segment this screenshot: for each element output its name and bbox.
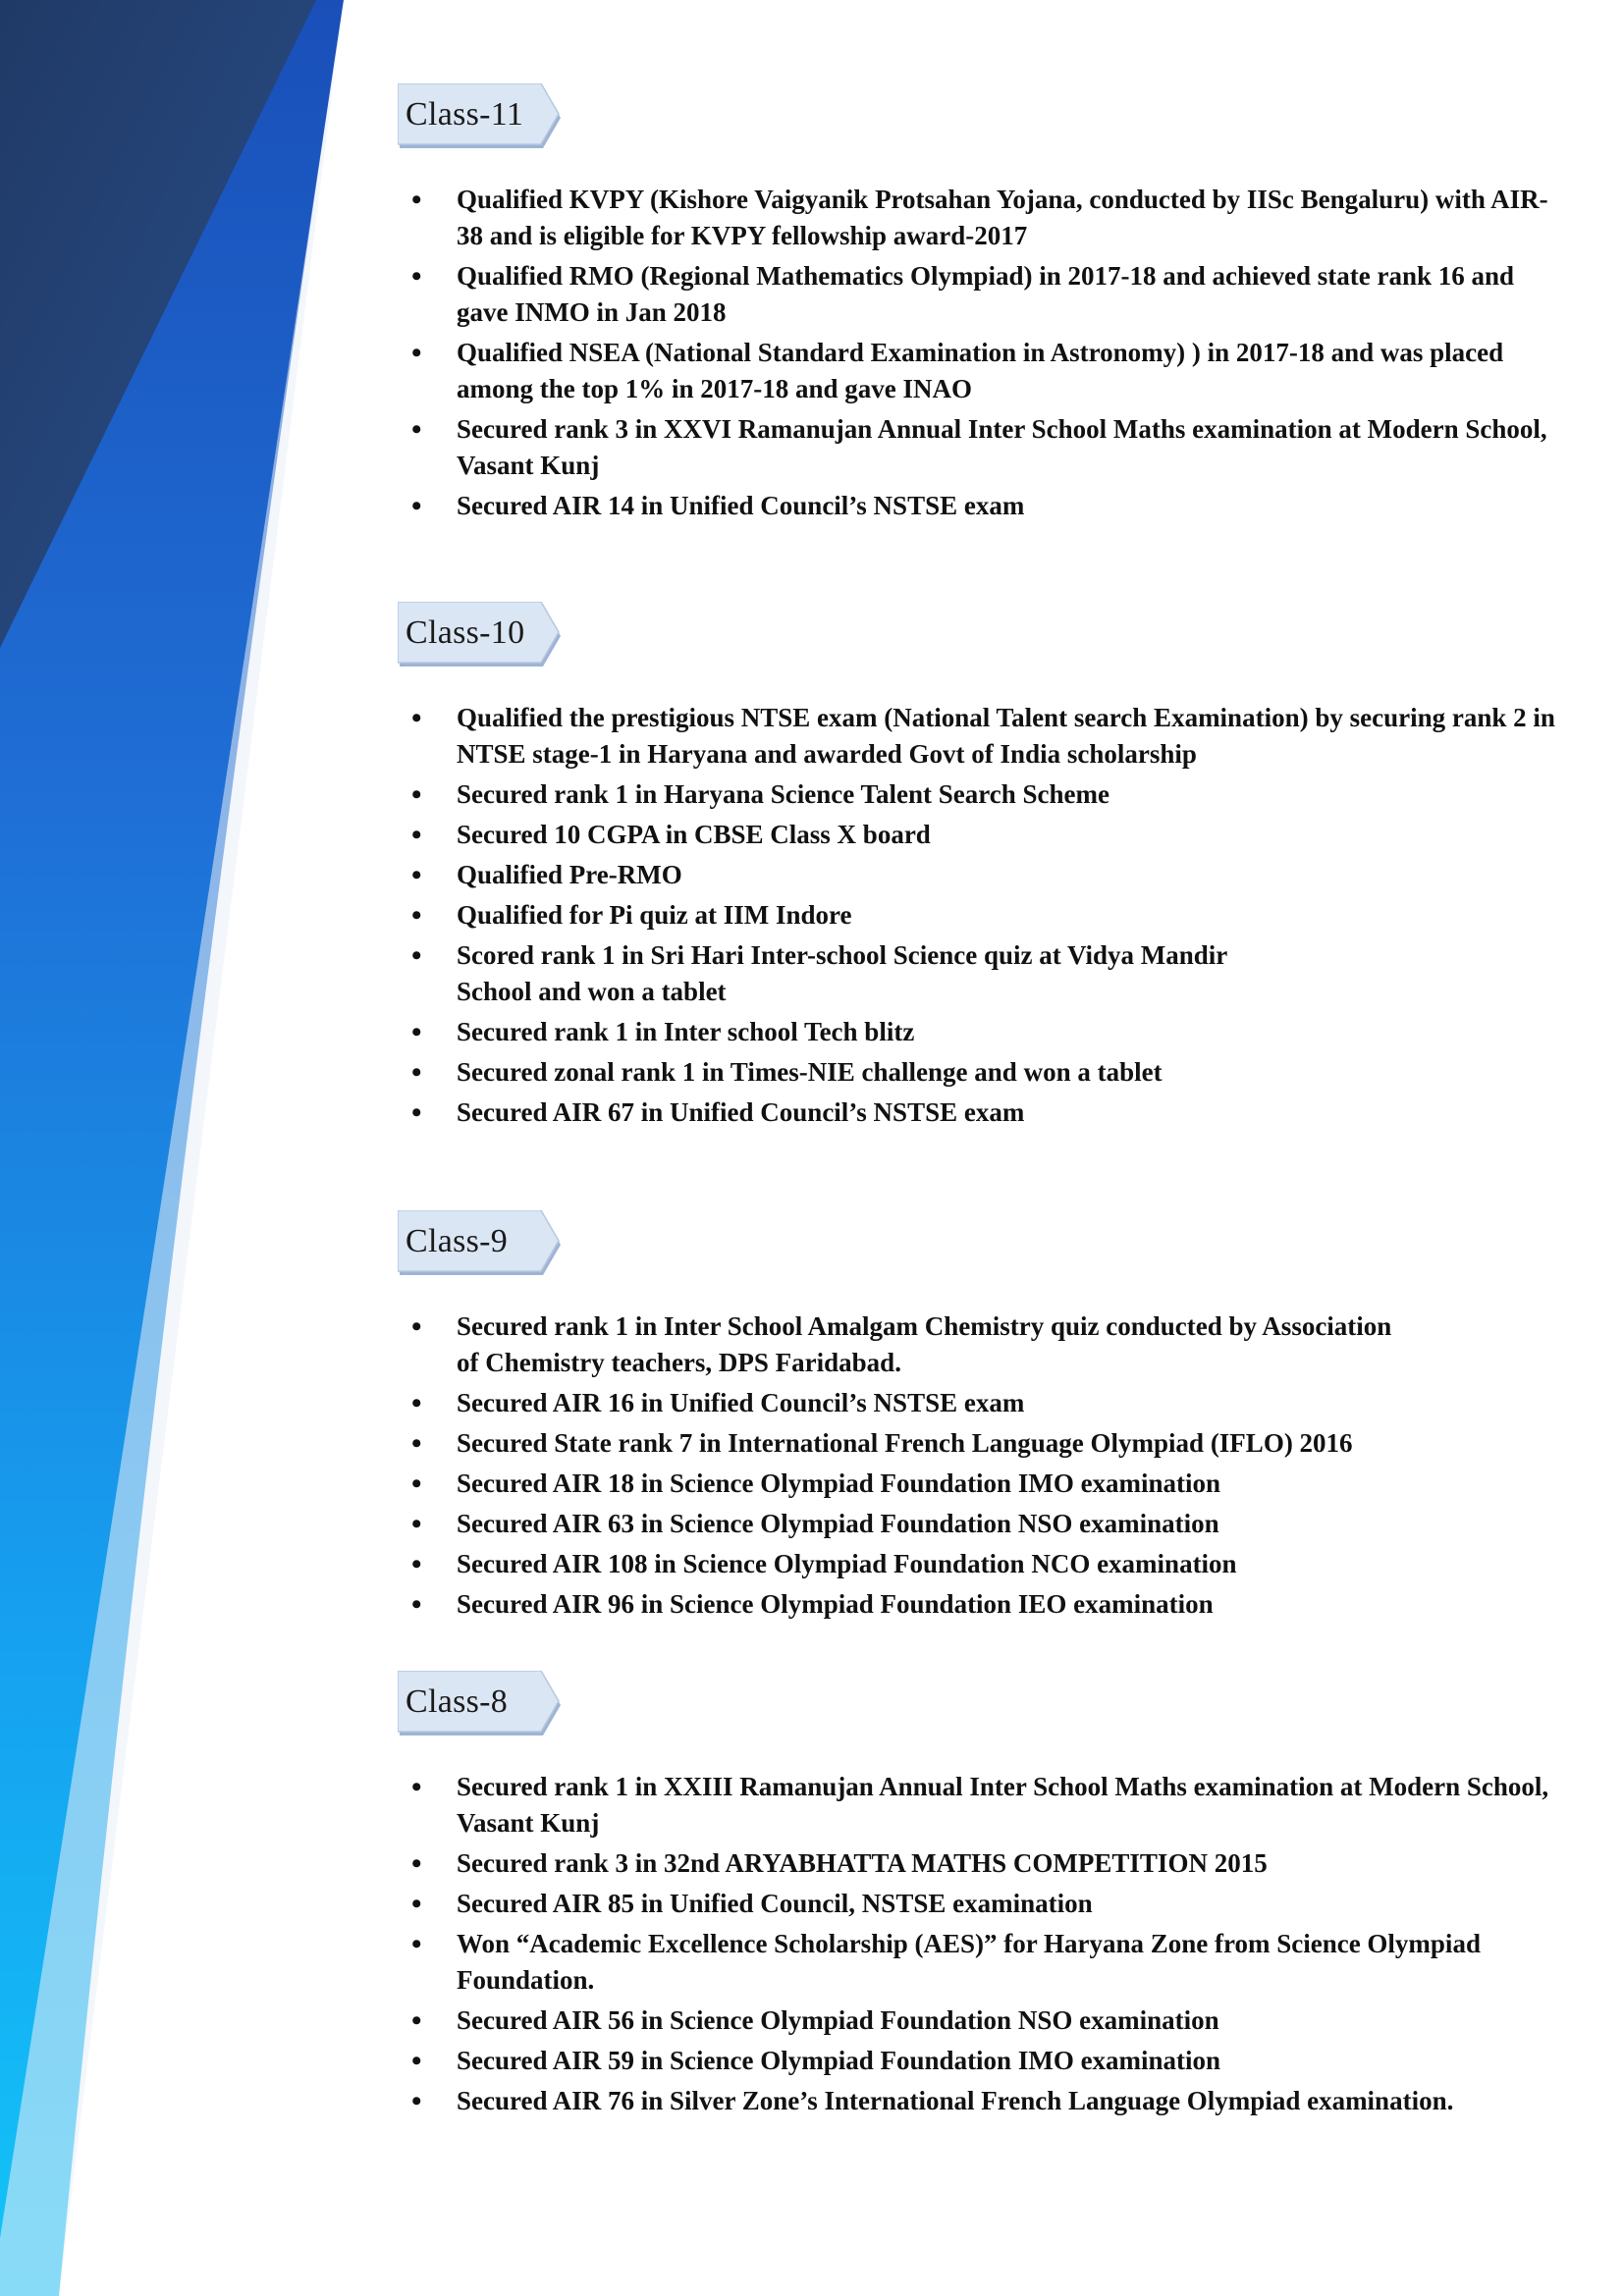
list-item: • Secured 10 CGPA in CBSE Class X board [398, 817, 1556, 853]
section-tag [398, 83, 563, 152]
achievement-list [398, 182, 1556, 524]
list-item: • Won “Academic Excellence Scholarship (AES)” for Haryana Zone from Science Olympiad Foundation. [398, 1926, 1556, 1999]
section-class-8 [398, 1671, 1556, 2123]
list-item: • Secured AIR 14 in Unified Council’s NSTSE exam [398, 488, 1556, 524]
list-item: • Secured AIR 85 in Unified Council, NSTSE examination [398, 1886, 1556, 1922]
list-item: • Secured AIR 108 in Science Olympiad Foundation NCO examination [398, 1546, 1556, 1582]
list-item: • Qualified NSEA (National Standard Examination in Astronomy) ) in 2017-18 and was placed among the top 1% in 2017-18 and gave INAO [398, 335, 1556, 407]
list-item: • Secured AIR 18 in Science Olympiad Foundation IMO examination [398, 1466, 1556, 1502]
list-item: • Qualified KVPY (Kishore Vaigyanik Protsahan Yojana, conducted by IISc Bengaluru) with AIR-38 and is eligible for KVPY fellowship award-2017 [398, 182, 1556, 254]
achievement-list [398, 700, 1556, 1131]
list-item: • Secured rank 3 in 32nd ARYABHATTA MATHS COMPETITION 2015 [398, 1845, 1556, 1882]
list-item: • Secured zonal rank 1 in Times-NIE challenge and won a tablet [398, 1054, 1556, 1091]
achievement-list [398, 1308, 1556, 1623]
section-class-11 [398, 83, 1556, 528]
list-item: • Secured rank 1 in XXIII Ramanujan Annual Inter School Maths examination at Modern School, Vasant Kunj [398, 1769, 1556, 1842]
list-item: • Secured AIR 63 in Science Olympiad Foundation NSO examination [398, 1506, 1556, 1542]
list-item: • Secured AIR 67 in Unified Council’s NSTSE exam [398, 1095, 1556, 1131]
section-tag [398, 602, 563, 670]
list-item: • Secured State rank 7 in International French Language Olympiad (IFLO) 2016 [398, 1425, 1556, 1462]
list-item: • Qualified the prestigious NTSE exam (National Talent search Examination) by securing rank 2 in NTSE stage-1 in Haryana and awarded Govt of India scholarship [398, 700, 1556, 773]
list-item: • Qualified for Pi quiz at IIM Indore [398, 897, 1556, 934]
section-title: Class-11 [406, 96, 524, 133]
list-item: • Secured AIR 59 in Science Olympiad Foundation IMO examination [398, 2043, 1556, 2079]
list-item: • Qualified RMO (Regional Mathematics Olympiad) in 2017-18 and achieved state rank 16 and gave INMO in Jan 2018 [398, 258, 1556, 331]
section-title: Class-8 [406, 1683, 509, 1720]
list-item: • Secured AIR 56 in Science Olympiad Foundation NSO examination [398, 2002, 1556, 2039]
section-tag [398, 1210, 563, 1279]
list-item: • Qualified Pre-RMO [398, 857, 1556, 893]
section-title: Class-10 [406, 614, 525, 651]
list-item: • Secured AIR 16 in Unified Council’s NSTSE exam [398, 1385, 1556, 1421]
section-class-9 [398, 1210, 1556, 1627]
list-item: • Secured AIR 96 in Science Olympiad Foundation IEO examination [398, 1586, 1556, 1623]
list-item: • Scored rank 1 in Sri Hari Inter-school Science quiz at Vidya Mandir School and won a tablet [398, 937, 1301, 1010]
list-item: • Secured rank 1 in Haryana Science Talent Search Scheme [398, 776, 1556, 813]
list-item: • Secured rank 1 in Inter school Tech blitz [398, 1014, 1556, 1050]
list-item: • Secured AIR 76 in Silver Zone’s International French Language Olympiad examination. [398, 2083, 1458, 2119]
section-class-10 [398, 602, 1556, 1135]
decorative-side-banner [0, 0, 344, 2296]
list-item: • Secured rank 1 in Inter School Amalgam Chemistry quiz conducted by Association of Chemistry teachers, DPS Faridabad. [398, 1308, 1409, 1381]
section-title: Class-9 [406, 1223, 509, 1259]
list-item: • Secured rank 3 in XXVI Ramanujan Annual Inter School Maths examination at Modern School, Vasant Kunj [398, 411, 1556, 484]
section-tag [398, 1671, 563, 1739]
achievement-list [398, 1769, 1556, 2119]
